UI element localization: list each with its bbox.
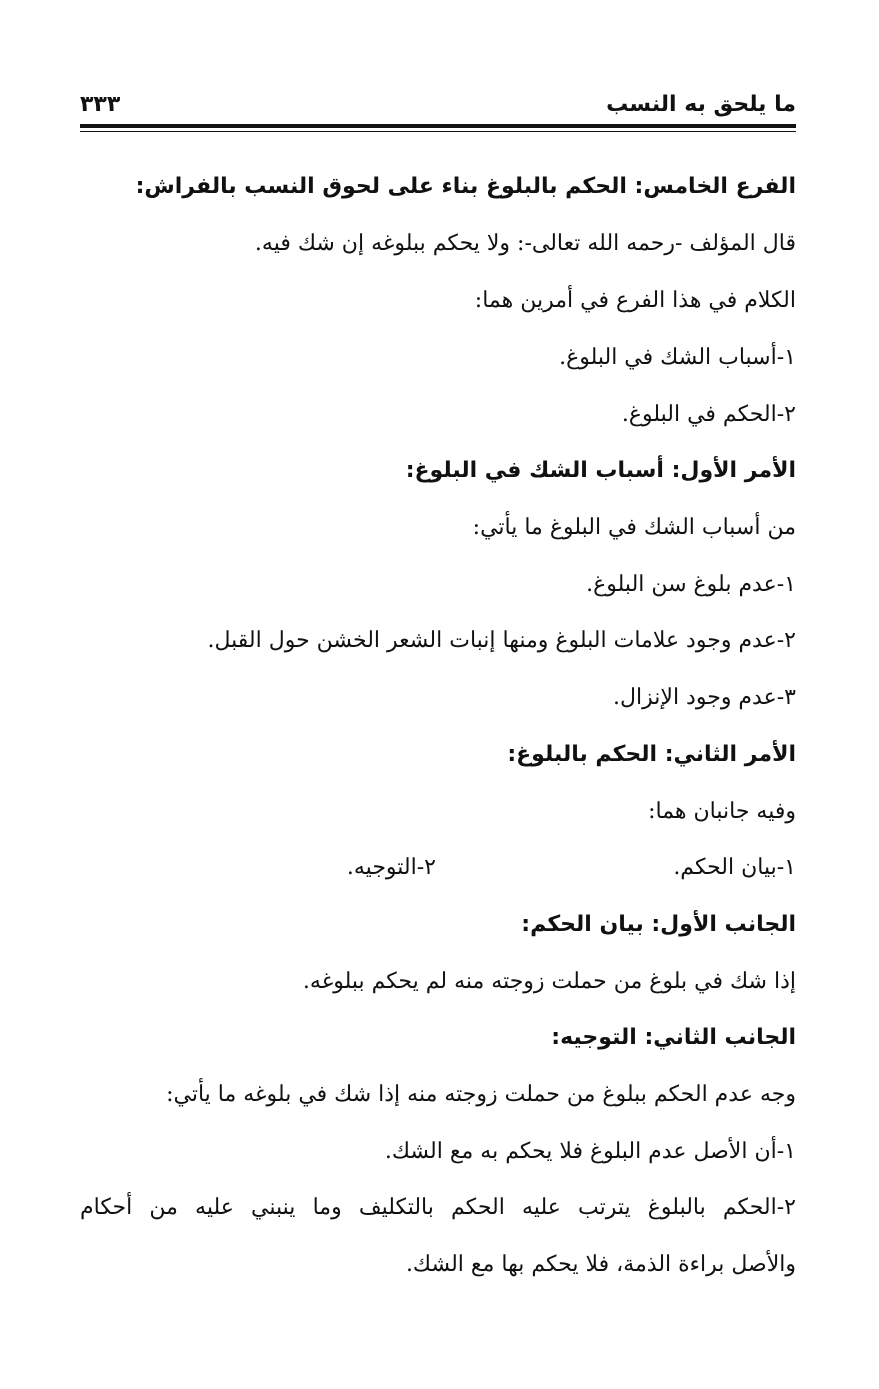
paragraph: الكلام في هذا الفرع في أمرين هما: xyxy=(474,288,796,313)
page-number: ٣٣٣ xyxy=(80,92,121,117)
subheading: الجانب الأول: بيان الحكم: xyxy=(521,912,796,937)
author-quote: قال المؤلف -رحمه الله تعالى-: ولا يحكم ببلوغه إن شك فيه. xyxy=(254,231,796,256)
list-item: ٣-عدم وجود الإنزال. xyxy=(613,685,796,710)
list-item: ٢-الحكم بالبلوغ يترتب عليه الحكم بالتكليف وما ينبني عليه من أحكام xyxy=(80,1195,796,1220)
subheading: الأمر الثاني: الحكم بالبلوغ: xyxy=(507,742,796,767)
list-item: ٢-عدم وجود علامات البلوغ ومنها إنبات الشعر الخشن حول القبل. xyxy=(207,628,796,653)
list-item: ١-بيان الحكم. xyxy=(673,855,796,880)
paragraph: وفيه جانبان هما: xyxy=(648,799,796,824)
subheading: الجانب الثاني: التوجيه: xyxy=(551,1025,796,1050)
paragraph: والأصل براءة الذمة، فلا يحكم بها مع الشك. xyxy=(405,1252,796,1277)
list-item: ١-أسباب الشك في البلوغ. xyxy=(559,345,796,370)
page-header xyxy=(80,92,796,126)
header-rule-thick xyxy=(80,124,796,128)
paragraph: إذا شك في بلوغ من حملت زوجته منه لم يحكم ببلوغه. xyxy=(302,969,796,994)
paragraph: من أسباب الشك في البلوغ ما يأتي: xyxy=(472,515,796,540)
list-item: ١-أن الأصل عدم البلوغ فلا يحكم به مع الشك. xyxy=(384,1139,796,1164)
subheading: الأمر الأول: أسباب الشك في البلوغ: xyxy=(405,458,796,483)
list-item: ٢-التوجيه. xyxy=(346,855,436,880)
header-rule-thin xyxy=(80,131,796,132)
paragraph: وجه عدم الحكم ببلوغ من حملت زوجته منه إذا شك في بلوغه ما يأتي: xyxy=(166,1082,796,1107)
list-item: ١-عدم بلوغ سن البلوغ. xyxy=(586,572,796,597)
section-heading: الفرع الخامس: الحكم بالبلوغ بناء على لحوق النسب بالفراش: xyxy=(135,174,796,199)
list-item: ٢-الحكم في البلوغ. xyxy=(621,402,796,427)
running-title: ما يلحق به النسب xyxy=(606,92,796,117)
